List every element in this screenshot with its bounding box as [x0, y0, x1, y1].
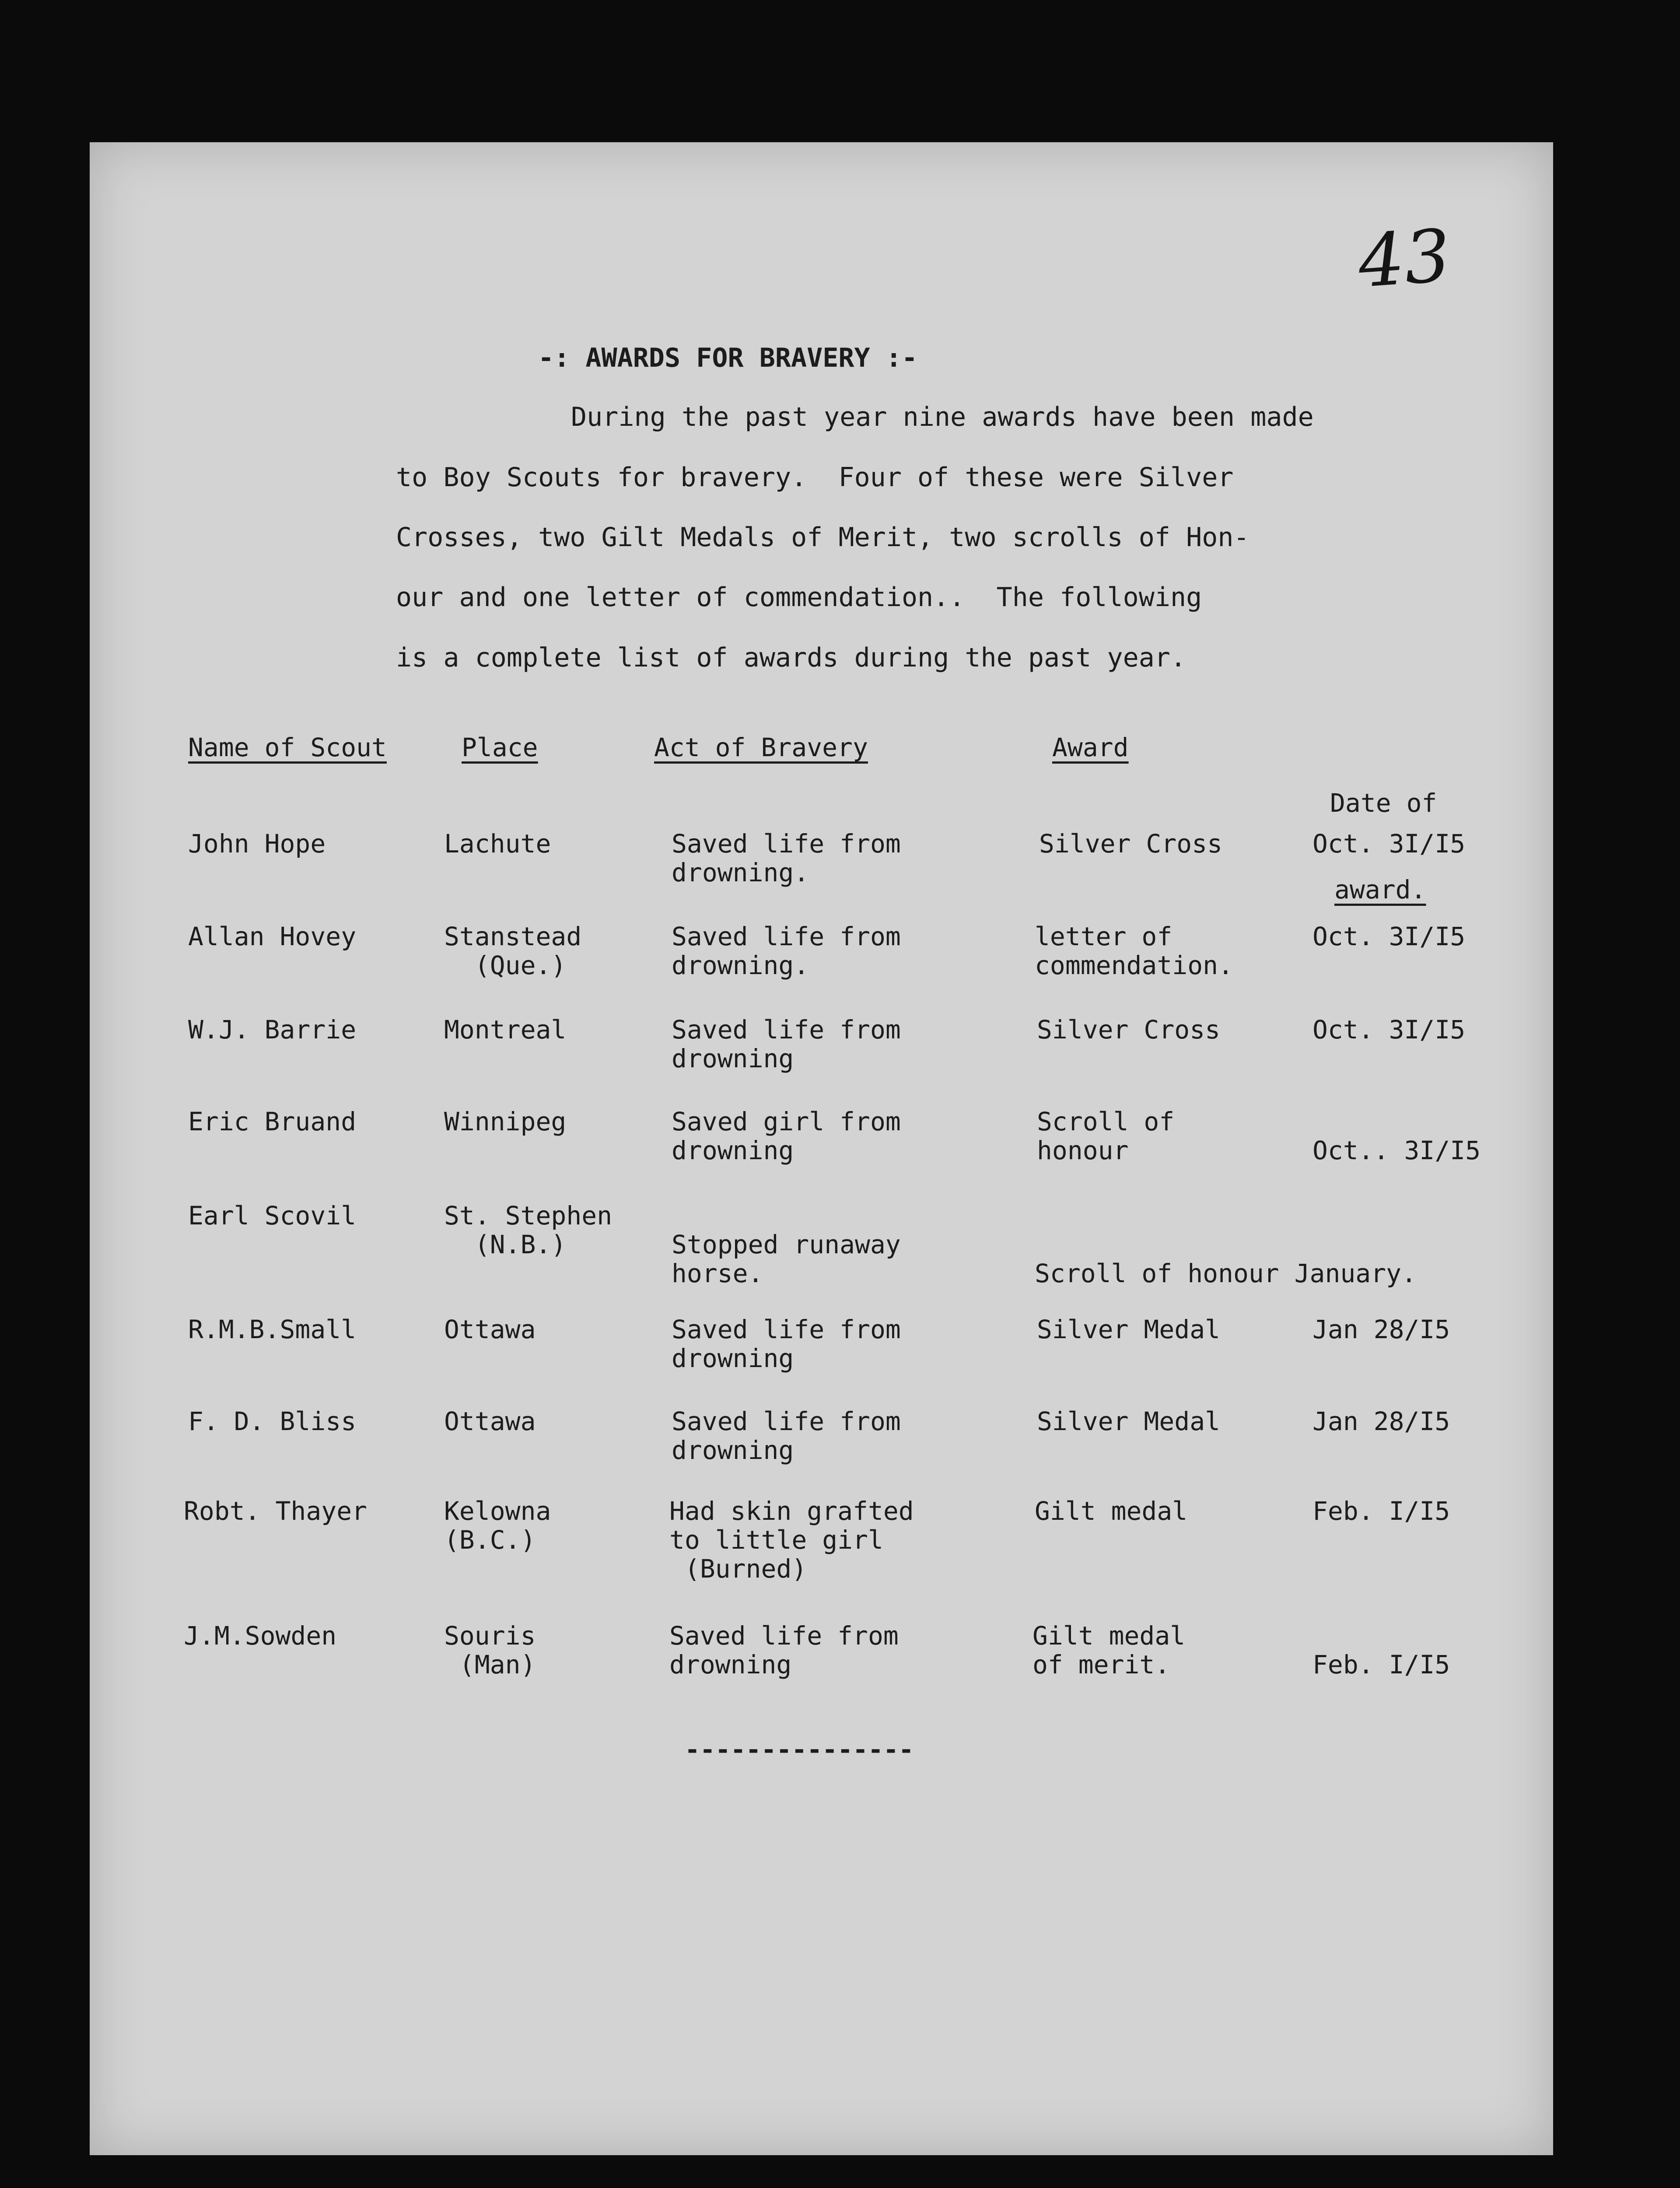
- cell-award: Scroll of honour January.: [1035, 1259, 1417, 1288]
- cell-act: Saved life from drowning.: [672, 922, 901, 980]
- cell-date: Oct. 3I/I5: [1312, 829, 1466, 859]
- cell-act: Saved life from drowning: [672, 1406, 901, 1465]
- cell-date: Feb. I/I5: [1312, 1650, 1450, 1680]
- intro-line: to Boy Scouts for bravery. Four of these were Silver: [396, 462, 1234, 493]
- cell-award: Silver Medal: [1037, 1406, 1221, 1436]
- document-title: -: AWARDS FOR BRAVERY :-: [538, 343, 917, 373]
- cell-place: Kelowna (B.C.): [444, 1496, 551, 1555]
- cell-award: Silver Cross: [1037, 1015, 1221, 1045]
- cell-name: W.J. Barrie: [188, 1015, 357, 1045]
- cell-award: Silver Medal: [1037, 1315, 1221, 1344]
- header-award: Award: [1052, 733, 1129, 762]
- cell-act: Stopped runaway horse.: [672, 1230, 901, 1288]
- intro-line: is a complete list of awards during the past year.: [396, 642, 1186, 673]
- cell-place: St. Stephen (N.B.): [444, 1201, 612, 1259]
- cell-act: Saved life from drowning.: [672, 829, 901, 887]
- cell-act: Saved life from drowning: [669, 1621, 899, 1680]
- cell-date: Oct.. 3I/I5: [1312, 1136, 1481, 1165]
- header-name: Name of Scout: [188, 733, 387, 762]
- cell-place: Souris (Man): [444, 1621, 536, 1680]
- closing-rule: ---------------: [685, 1735, 914, 1764]
- cell-name: Earl Scovil: [188, 1201, 357, 1231]
- cell-name: John Hope: [188, 829, 326, 859]
- cell-place: Ottawa: [444, 1315, 536, 1344]
- cell-place: Ottawa: [444, 1406, 536, 1436]
- cell-act: Had skin grafted to little girl (Burned): [669, 1496, 914, 1584]
- cell-place: Montreal: [444, 1015, 567, 1045]
- cell-award: Gilt medal of merit.: [1032, 1621, 1186, 1680]
- cell-date: Jan 28/I5: [1312, 1406, 1450, 1436]
- cell-name: Robt. Thayer: [184, 1496, 368, 1526]
- cell-place: Stanstead (Que.): [444, 922, 582, 980]
- cell-award: Gilt medal: [1035, 1496, 1188, 1526]
- cell-act: Saved life from drowning: [672, 1315, 901, 1373]
- header-act: Act of Bravery: [654, 733, 868, 762]
- cell-name: R.M.B.Small: [188, 1315, 357, 1344]
- cell-date: Oct. 3I/I5: [1312, 922, 1466, 951]
- cell-place: Winnipeg: [444, 1107, 567, 1136]
- cell-name: Eric Bruand: [188, 1107, 357, 1136]
- cell-name: J.M.Sowden: [184, 1621, 337, 1651]
- intro-line: During the past year nine awards have been made: [571, 402, 1314, 432]
- cell-date: Feb. I/I5: [1312, 1496, 1450, 1526]
- cell-award: Silver Cross: [1039, 829, 1223, 859]
- cell-act: Saved life from drowning: [672, 1015, 901, 1073]
- cell-act: Saved girl from drowning: [672, 1107, 901, 1165]
- cell-name: F. D. Bliss: [188, 1406, 357, 1436]
- cell-name: Allan Hovey: [188, 922, 357, 951]
- cell-place: Lachute: [444, 829, 551, 859]
- cell-award: letter of commendation.: [1035, 922, 1233, 980]
- page-number: 43: [1355, 213, 1453, 304]
- header-place: Place: [462, 733, 538, 762]
- intro-paragraph: [396, 402, 1314, 673]
- cell-date: Jan 28/I5: [1312, 1315, 1450, 1344]
- document-page: [90, 142, 1553, 2155]
- header-date-line2: award.: [1334, 875, 1426, 905]
- cell-award: Scroll of honour: [1037, 1107, 1175, 1165]
- intro-line: our and one letter of commendation.. The following: [396, 582, 1202, 613]
- header-date-line1: Date of: [1330, 788, 1437, 818]
- cell-date: Oct. 3I/I5: [1312, 1015, 1466, 1045]
- intro-line: Crosses, two Gilt Medals of Merit, two scrolls of Hon-: [396, 522, 1250, 553]
